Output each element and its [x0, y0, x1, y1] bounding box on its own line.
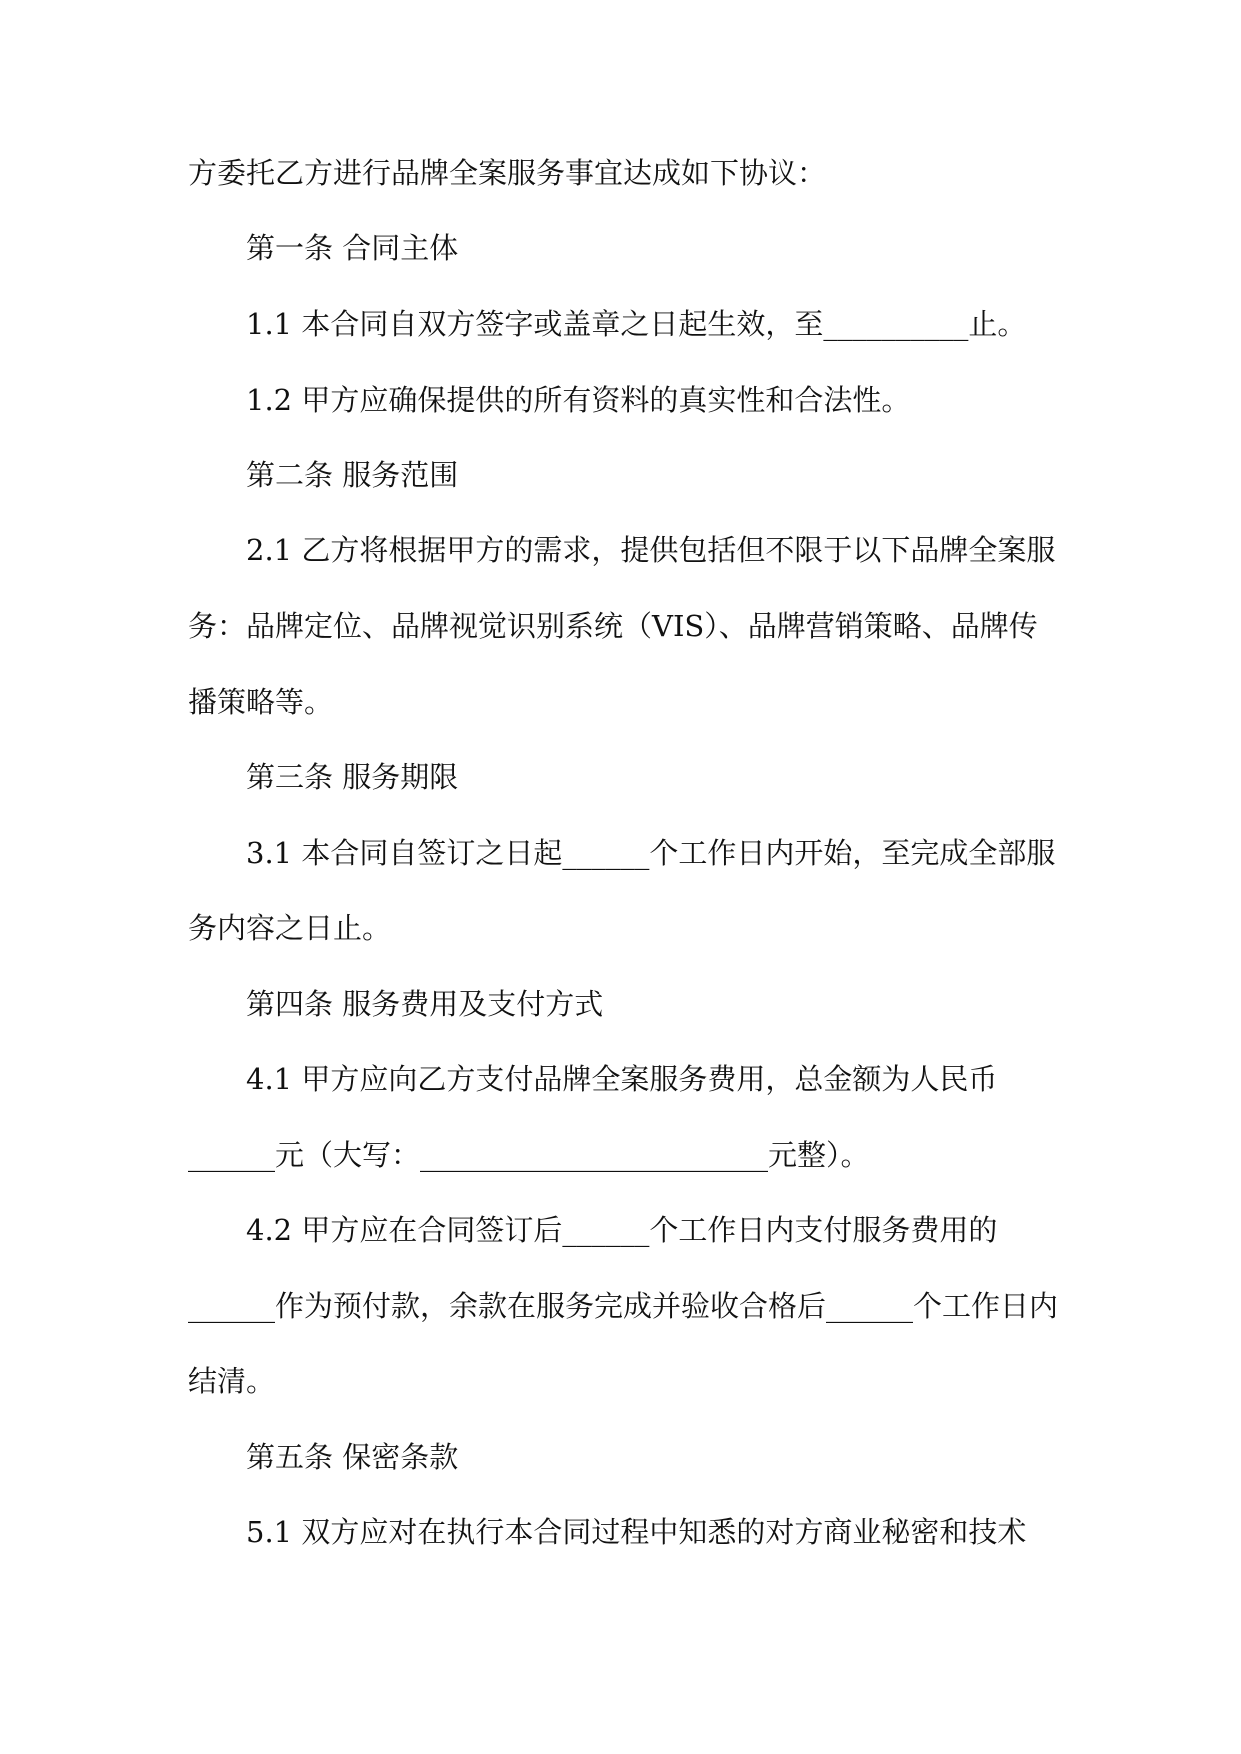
clause-1-1: 1.1 本合同自双方签字或盖章之日起生效，至__________止。 [246, 307, 1027, 341]
clause-2-1-line-2: 务：品牌定位、品牌视觉识别系统（VIS）、品牌营销策略、品牌传 [188, 609, 1038, 643]
clause-2-1-line-1: 2.1 乙方将根据甲方的需求，提供包括但不限于以下品牌全案服 [246, 533, 1056, 567]
article-5-heading: 第五条 保密条款 [246, 1440, 459, 1474]
paragraph-continuation: 方委托乙方进行品牌全案服务事宜达成如下协议： [188, 156, 827, 190]
clause-3-1-line-2: 务内容之日止。 [188, 911, 392, 945]
article-1-heading: 第一条 合同主体 [246, 231, 459, 265]
clause-1-2: 1.2 甲方应确保提供的所有资料的真实性和合法性。 [246, 383, 911, 417]
clause-3-1-line-1: 3.1 本合同自签订之日起______个工作日内开始，至完成全部服 [246, 836, 1056, 870]
article-4-heading: 第四条 服务费用及支付方式 [246, 987, 604, 1021]
clause-4-1-line-2: ______元（大写：________________________元整）。 [188, 1138, 870, 1172]
clause-2-1-line-3: 播策略等。 [188, 685, 334, 719]
clause-4-2-line-2: ______作为预付款，余款在服务完成并验收合格后______个工作日内 [188, 1289, 1059, 1323]
clause-4-1-line-1: 4.1 甲方应向乙方支付品牌全案服务费用，总金额为人民币 [246, 1062, 998, 1096]
clause-4-2-line-1: 4.2 甲方应在合同签订后______个工作日内支付服务费用的 [246, 1213, 998, 1247]
article-3-heading: 第三条 服务期限 [246, 760, 459, 794]
clause-4-2-line-3: 结清。 [188, 1364, 276, 1398]
clause-5-1-line-1: 5.1 双方应对在执行本合同过程中知悉的对方商业秘密和技术 [246, 1515, 1027, 1549]
article-2-heading: 第二条 服务范围 [246, 458, 459, 492]
